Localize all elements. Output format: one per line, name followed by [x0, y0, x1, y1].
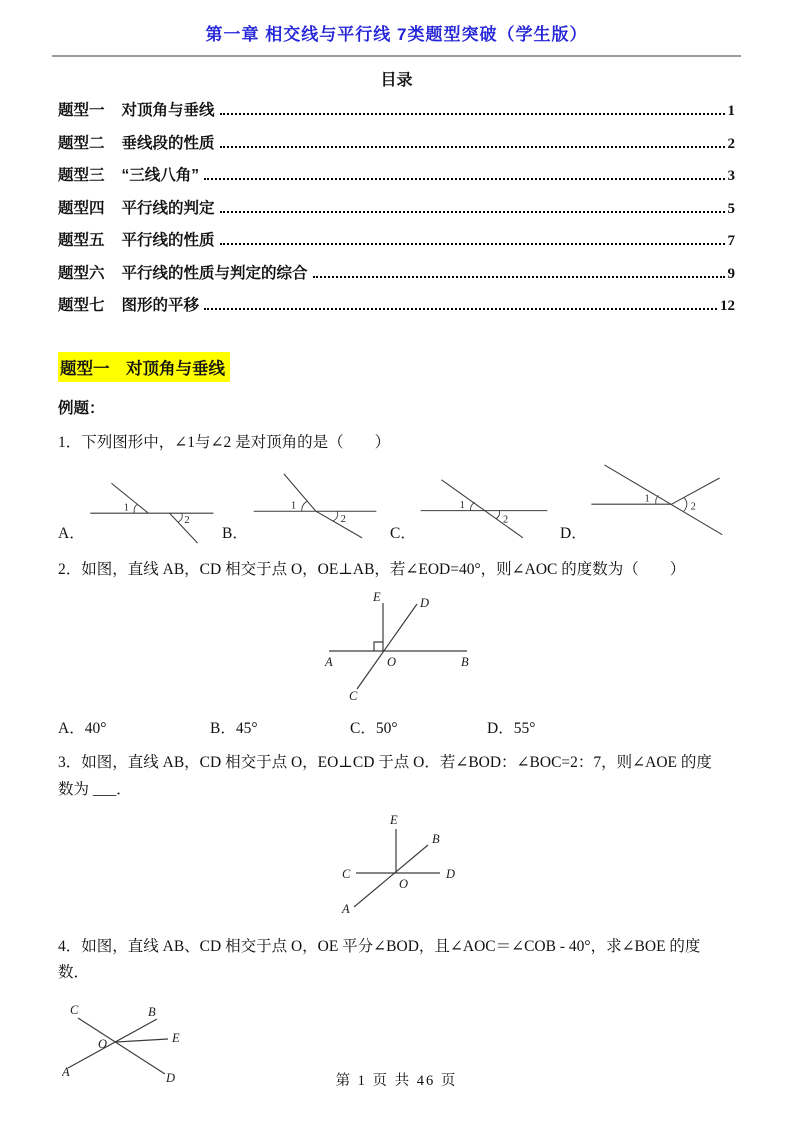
svg-text:B: B [461, 655, 469, 670]
option-figure-d [560, 459, 735, 545]
svg-text:2: 2 [502, 514, 509, 526]
toc-entry-page: 1 [727, 103, 735, 119]
svg-text:1: 1 [459, 500, 465, 512]
question-1-text: 1．下列图形中，∠1与∠2 是对顶角的是（ ） [58, 433, 391, 451]
toc-heading: 目录 [380, 72, 413, 89]
question-4-text-line1: 4．如图，直线 AB、CD 相交于点 O，OE 平分∠BOD，且∠AOC＝∠COB - 40°，求∠BOE 的度 [58, 937, 701, 955]
question-4-figure-wrap [62, 1002, 735, 1107]
figure-q3 [338, 811, 468, 917]
toc-entry-title: 平行线的判定 [121, 199, 215, 217]
option-c: C．50° [350, 720, 398, 738]
question-2-text: 2．如图，直线 AB，CD 相交于点 O，OE⊥AB，若∠EOD=40°，则∠AOC 的度数为（ ） [58, 561, 686, 579]
svg-text:2: 2 [340, 514, 346, 526]
option-d: D．55° [487, 720, 536, 738]
svg-text:C: C [342, 866, 351, 881]
svg-text:A: A [325, 655, 333, 670]
svg-text:D: D [446, 866, 456, 881]
svg-text:A: A [342, 901, 350, 916]
examples-label: 例题： [58, 399, 105, 417]
toc-leader-dots [220, 243, 725, 245]
toc-entry-label: 题型二 [58, 134, 105, 152]
page-footer: 第 1 页 共 46 页 [335, 1073, 458, 1089]
toc-entry [58, 98, 735, 131]
svg-text:E: E [390, 812, 398, 827]
toc-entry [58, 293, 735, 326]
svg-text:1: 1 [290, 500, 296, 512]
toc-leader-dots [220, 113, 725, 115]
toc-leader-dots [220, 211, 725, 213]
toc-entry-page: 12 [720, 298, 735, 314]
toc-leader-dots [204, 178, 724, 180]
toc-entry-page: 7 [727, 233, 735, 249]
option-label-a: A． [58, 525, 85, 543]
svg-text:C: C [70, 1003, 79, 1018]
toc-entry-title: “三线八角” [121, 167, 200, 184]
toc-entry-title: 平行线的性质 [121, 232, 215, 249]
table-of-contents [58, 98, 735, 326]
toc-entry [58, 131, 735, 164]
option-label-d: D． [560, 525, 587, 543]
toc-entry-page: 2 [727, 135, 735, 152]
option-figure-a [58, 469, 222, 545]
toc-entry [58, 196, 735, 229]
toc-entry-label: 题型四 [58, 199, 105, 217]
figure-q1-b [248, 465, 382, 545]
figure-q1-a [85, 469, 217, 545]
svg-text:1: 1 [644, 493, 650, 505]
toc-leader-dots [204, 308, 717, 310]
toc-entry-page: 3 [727, 168, 735, 184]
toc-leader-dots [313, 276, 725, 278]
svg-text:E: E [373, 590, 381, 605]
question-2-figure-wrap [323, 589, 735, 706]
svg-text:O: O [387, 655, 397, 670]
toc-entry-title: 对顶角与垂线 [121, 102, 215, 119]
figure-q1-c [416, 469, 552, 545]
toc-entry-title: 平行线的性质与判定的综合 [121, 264, 308, 282]
toc-entry-label: 题型六 [58, 264, 105, 282]
question-3-text-line2: 数为 ___． [58, 780, 132, 798]
svg-text:O: O [98, 1037, 108, 1052]
page-title: 第一章 相交线与平行线 7类题型突破（学生版） [205, 25, 588, 44]
question-1-figures [58, 459, 735, 545]
toc-entry-title: 垂线段的性质 [121, 134, 215, 152]
option-label-b: B． [222, 525, 248, 543]
question-4-text-line2: 数． [58, 964, 90, 982]
svg-text:D: D [420, 596, 430, 611]
toc-entry-label: 题型七 [58, 297, 105, 314]
figure-q1-d [587, 459, 735, 545]
option-a: A．40° [58, 720, 107, 738]
toc-entry-page: 9 [727, 265, 735, 282]
option-label-c: C． [390, 525, 416, 543]
toc-entry-label: 题型一 [58, 102, 105, 119]
header-rule [52, 55, 741, 57]
svg-text:O: O [399, 876, 409, 891]
question-2-options [58, 716, 735, 738]
toc-entry [58, 163, 735, 196]
svg-text:1: 1 [123, 502, 129, 514]
option-figure-b [222, 465, 390, 545]
option-figure-c [390, 469, 560, 545]
toc-entry [58, 261, 735, 294]
svg-text:C: C [349, 689, 358, 702]
svg-text:2: 2 [690, 501, 696, 513]
toc-entry-label: 题型三 [58, 167, 105, 184]
toc-entry-label: 题型五 [58, 232, 105, 249]
option-b: B．45° [210, 720, 258, 738]
toc-entry-page: 5 [727, 200, 735, 217]
toc-entry-title: 图形的平移 [121, 297, 200, 314]
svg-text:A: A [62, 1065, 70, 1080]
svg-text:B: B [432, 831, 440, 846]
question-3-figure-wrap [338, 811, 735, 922]
toc-entry [58, 228, 735, 261]
question-3-text-line1: 3．如图，直线 AB，CD 相交于点 O，EO⊥CD 于点 O．若∠BOD：∠BOC=2：7，则∠AOE 的度 [58, 754, 712, 772]
svg-text:E: E [172, 1031, 180, 1046]
svg-text:2: 2 [184, 515, 190, 527]
toc-leader-dots [220, 146, 725, 148]
svg-text:B: B [148, 1005, 156, 1020]
section-heading: 题型一 对顶角与垂线 [58, 352, 230, 382]
svg-text:D: D [166, 1071, 176, 1086]
figure-q2 [323, 589, 473, 701]
